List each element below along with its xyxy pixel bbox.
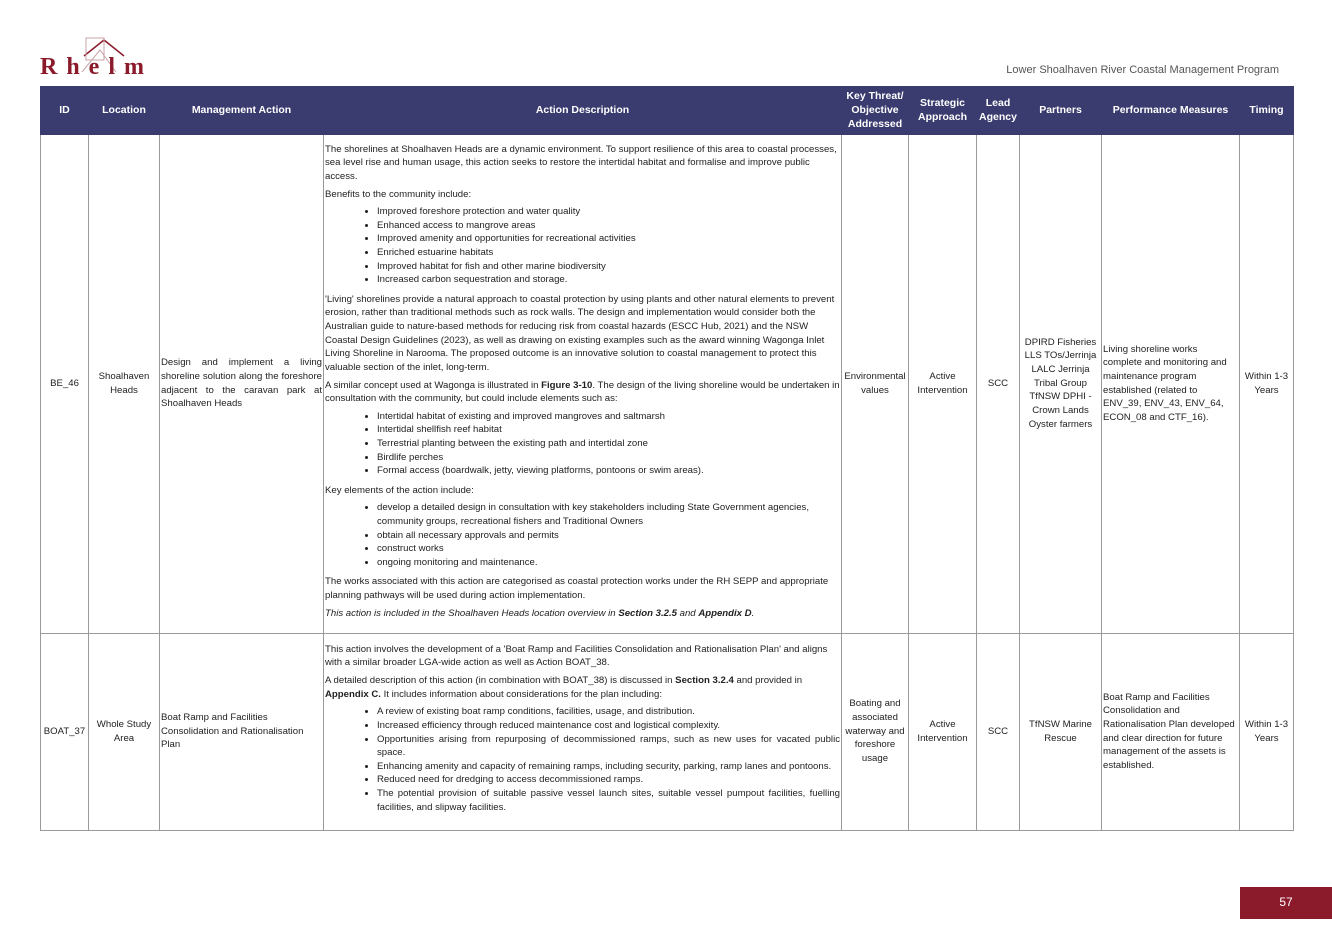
list-item: • A review of existing boat ramp conditions, facilities, usage, and distribution. bbox=[377, 705, 840, 719]
cell-timing: Within 1-3 Years bbox=[1240, 134, 1294, 633]
list-item: • Intertidal habitat of existing and improved mangroves and saltmarsh bbox=[377, 410, 840, 424]
list-item: • Enhancing amenity and capacity of remaining ramps, including security, parking, ramp lanes and pontoons. bbox=[377, 760, 840, 774]
benefits-list bbox=[325, 205, 840, 287]
cell-lead-agency: SCC bbox=[977, 134, 1020, 633]
cell-partners: DPIRD Fisheries LLS TOs/Jerrinja LALC Jerrinja Tribal Group TfNSW DPHI - Crown Lands Oyster farmers bbox=[1020, 134, 1102, 633]
col-header-id: ID bbox=[41, 87, 89, 135]
elements-list bbox=[325, 410, 840, 478]
cell-id: BOAT_37 bbox=[41, 633, 89, 830]
cell-performance-measures: Boat Ramp and Facilities Consolidation and Rationalisation Plan developed and clear direction for future management of the assets is established. bbox=[1102, 633, 1240, 830]
cell-partners: TfNSW Marine Rescue bbox=[1020, 633, 1102, 830]
list-item: • develop a detailed design in consultation with key stakeholders including State Government agencies, community groups, recreational fishers and Traditional Owners bbox=[377, 501, 840, 528]
desc-paragraph-note: This action is included in the Shoalhaven Heads location overview in Section 3.2.5 and Appendix D. bbox=[325, 607, 755, 619]
logo-text: Rhelm bbox=[40, 54, 153, 80]
table-row bbox=[41, 633, 1294, 830]
desc-paragraph: Benefits to the community include: bbox=[325, 188, 472, 200]
cell-key-threat: Boating and associated waterway and foreshore usage bbox=[842, 633, 909, 830]
list-item: • Enhanced access to mangrove areas bbox=[377, 219, 840, 233]
page-number: 57 bbox=[1240, 887, 1332, 919]
cell-strategic-approach: Active Intervention bbox=[909, 134, 977, 633]
cell-performance-measures: Living shoreline works complete and monitoring and maintenance program established (related to ENV_39, ENV_43, ENV_64, ECON_08 and CTF_16). bbox=[1102, 134, 1240, 633]
key-elements-list bbox=[325, 501, 840, 569]
list-item: • Intertidal shellfish reef habitat bbox=[377, 423, 840, 437]
cell-strategic-approach: Active Intervention bbox=[909, 633, 977, 830]
list-item: • Increased efficiency through reduced maintenance cost and logistical complexity. bbox=[377, 719, 840, 733]
desc-paragraph: This action involves the development of a 'Boat Ramp and Facilities Consolidation and Rationalisation Plan' and aligns with a similar broader LGA-wide action as well as Action BOAT_38. bbox=[325, 643, 828, 669]
list-item: • Enriched estuarine habitats bbox=[377, 246, 840, 260]
cell-lead-agency: SCC bbox=[977, 633, 1020, 830]
list-item: • Improved habitat for fish and other marine biodiversity bbox=[377, 260, 840, 274]
rhelm-logo bbox=[40, 36, 160, 80]
list-item: • The potential provision of suitable passive vessel launch sites, suitable vessel pumpout facilities, fuelling facilities, and slipway facilities. bbox=[377, 787, 840, 814]
col-header-performance-measures: Performance Measures bbox=[1102, 87, 1240, 135]
table-row bbox=[41, 134, 1294, 633]
col-header-partners: Partners bbox=[1020, 87, 1102, 135]
cell-management-action: Design and implement a living shoreline solution along the foreshore adjacent to the caravan park at Shoalhaven Heads bbox=[160, 134, 324, 633]
col-header-action-description: Action Description bbox=[324, 87, 842, 135]
col-header-lead-agency: Lead Agency bbox=[977, 87, 1020, 135]
cell-location: Shoalhaven Heads bbox=[89, 134, 160, 633]
col-header-key-threat: Key Threat/ Objective Addressed bbox=[842, 87, 909, 135]
list-item: • Birdlife perches bbox=[377, 451, 840, 465]
list-item: • ongoing monitoring and maintenance. bbox=[377, 556, 840, 570]
list-item: • Improved amenity and opportunities for recreational activities bbox=[377, 232, 840, 246]
list-item: • Terrestrial planting between the existing path and intertidal zone bbox=[377, 437, 840, 451]
col-header-management-action: Management Action bbox=[160, 87, 324, 135]
desc-paragraph: A detailed description of this action (in combination with BOAT_38) is discussed in Section 3.2.4 and provided in Appendix C. It includes information about considerations for the plan including: bbox=[325, 675, 803, 700]
cell-id: BE_46 bbox=[41, 134, 89, 633]
desc-paragraph: Key elements of the action include: bbox=[325, 484, 474, 496]
cell-management-action: Boat Ramp and Facilities Consolidation and Rationalisation Plan bbox=[160, 633, 324, 830]
list-item: • Opportunities arising from repurposing of decommissioned ramps, such as new uses for vacated public space. bbox=[377, 733, 840, 760]
desc-paragraph: The works associated with this action are categorised as coastal protection works under the RH SEPP and appropriate planning pathways will be used during action implementation. bbox=[325, 576, 829, 602]
list-item: • Formal access (boardwalk, jetty, viewing platforms, pontoons or swim areas). bbox=[377, 464, 840, 478]
management-actions-table bbox=[40, 86, 1294, 831]
cell-action-description bbox=[324, 633, 842, 830]
cell-location: Whole Study Area bbox=[89, 633, 160, 830]
figure-reference: Figure 3-10 bbox=[541, 379, 593, 391]
document-title: Lower Shoalhaven River Coastal Management Program bbox=[1006, 64, 1279, 76]
list-item: • Improved foreshore protection and water quality bbox=[377, 205, 840, 219]
cell-key-threat: Environmental values bbox=[842, 134, 909, 633]
list-item: • obtain all necessary approvals and permits bbox=[377, 529, 840, 543]
col-header-timing: Timing bbox=[1240, 87, 1294, 135]
cell-timing: Within 1-3 Years bbox=[1240, 633, 1294, 830]
table-header-row bbox=[41, 87, 1294, 135]
col-header-location: Location bbox=[89, 87, 160, 135]
list-item: • Reduced need for dredging to access decommissioned ramps. bbox=[377, 773, 840, 787]
cell-action-description bbox=[324, 134, 842, 633]
list-item: • construct works bbox=[377, 542, 840, 556]
desc-paragraph: The shorelines at Shoalhaven Heads are a dynamic environment. To support resilience of this area to coastal processes, sea level rise and human usage, this action seeks to restore the intertidal habitat and formalise and improve public access. bbox=[325, 143, 837, 182]
considerations-list bbox=[325, 705, 840, 814]
desc-paragraph: A similar concept used at Wagonga is illustrated in Figure 3-10. The design of the living shoreline would be undertaken in consultation with the community, but could include elements such as: bbox=[325, 379, 840, 405]
list-item: • Increased carbon sequestration and storage. bbox=[377, 273, 840, 287]
col-header-strategic-approach: Strategic Approach bbox=[909, 87, 977, 135]
desc-paragraph: 'Living' shorelines provide a natural approach to coastal protection by using plants and other natural elements to prevent erosion, rather than traditional methods such as rock walls. The design and implementation would consider both the Australian guide to nature-based methods for reducing risk from coastal hazards (ESCC Hub, 2021) and the NSW Coastal Design Guidelines (2023), as well as drawing on existing examples such as the award winning Wagonga Inlet Living Shoreline in Narooma. The proposed outcome is an innovative solution to coastal management to protect this valuable section of the inlet, long-term. bbox=[325, 293, 835, 373]
